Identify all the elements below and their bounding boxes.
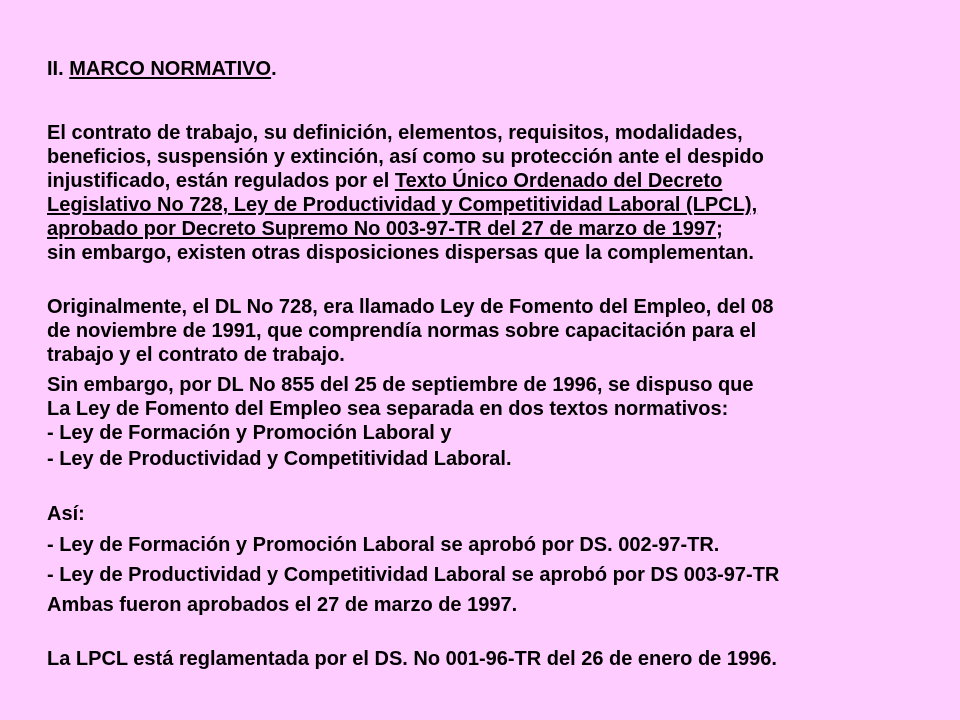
section-title	[47, 58, 277, 81]
title-prefix: II.	[47, 58, 70, 80]
paragraph-line	[47, 193, 764, 217]
paragraph-line: Originalmente, el DL No 728, era llamado Ley de Fomento del Empleo, del 08	[47, 296, 774, 318]
law-reference-underlined: aprobado por Decreto Supremo No 003-97-TR del 27 de marzo de 1997	[47, 218, 717, 240]
line-plain-text: injustificado, están regulados por el	[47, 170, 395, 192]
list-item-productividad: - Ley de Productividad y Competitividad Laboral.	[47, 448, 512, 470]
paragraph-line: - Ley de Formación y Promoción Laboral y	[47, 422, 452, 444]
approval-formacion: - Ley de Formación y Promoción Laboral se aprobó por DS. 002-97-TR.	[47, 534, 720, 556]
paragraph-line: beneficios, suspensión y extinción, así como su protección ante el despido	[47, 146, 764, 168]
paragraph-line	[47, 169, 764, 193]
paragraph-originalmente	[47, 295, 774, 367]
paragraph-line: trabajo y el contrato de trabajo.	[47, 344, 345, 366]
paragraph-contrato	[47, 121, 764, 265]
paragraph-sin-embargo	[47, 373, 754, 445]
law-reference-underlined: Legislativo No 728, Ley de Productividad y Competitividad Laboral (LPCL),	[47, 194, 758, 216]
paragraph-line	[47, 217, 764, 241]
both-approved: Ambas fueron aprobados el 27 de marzo de 1997.	[47, 594, 518, 616]
title-underlined: MARCO NORMATIVO	[69, 58, 272, 80]
paragraph-line: sin embargo, existen otras disposiciones dispersas que la complementan.	[47, 242, 754, 264]
paragraph-line: Sin embargo, por DL No 855 del 25 de septiembre de 1996, se dispuso que	[47, 374, 754, 396]
asi-heading: Así:	[47, 503, 85, 525]
title-suffix: .	[271, 58, 277, 80]
paragraph-line: La Ley de Fomento del Empleo sea separada en dos textos normativos:	[47, 398, 729, 420]
approval-productividad: - Ley de Productividad y Competitividad Laboral se aprobó por DS 003-97-TR	[47, 564, 780, 586]
regulation-note: La LPCL está reglamentada por el DS. No 001-96-TR del 26 de enero de 1996.	[47, 648, 777, 670]
paragraph-line: El contrato de trabajo, su definición, elementos, requisitos, modalidades,	[47, 122, 743, 144]
line-plain-text: ;	[716, 218, 723, 240]
paragraph-line: de noviembre de 1991, que comprendía normas sobre capacitación para el	[47, 320, 757, 342]
law-reference-underlined: Texto Único Ordenado del Decreto	[394, 170, 723, 192]
